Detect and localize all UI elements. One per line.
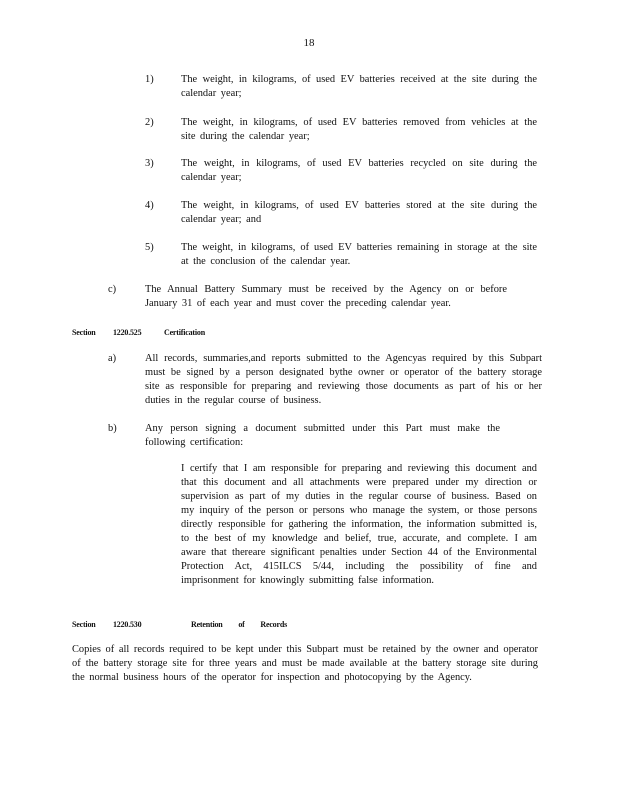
list-item-text: The weight, in kilograms, of used EV batteries stored at the site during the calendar year; and	[181, 200, 537, 225]
list-marker: 4)	[145, 200, 154, 211]
list-item-5	[145, 241, 545, 269]
list-marker: c)	[108, 284, 117, 295]
list-item-text: The Annual Battery Summary must be received by the Agency on or before January 31 of each year and must cover the preceding calendar year.	[145, 284, 507, 309]
list-item-4	[145, 199, 545, 227]
list-marker: 2)	[145, 117, 154, 128]
section-number: 1220.530	[113, 620, 142, 629]
section-label: Section	[72, 328, 96, 337]
list-item-text: Any person signing a document submitted under this Part must make the following certification:	[145, 423, 500, 448]
list-item-text: The weight, in kilograms, of used EV batteries removed from vehicles at the site during the calendar year;	[181, 117, 537, 142]
list-item-text: The weight, in kilograms, of used EV batteries remaining in storage at the site at the conclusion of the calendar year.	[181, 242, 537, 267]
list-marker: 5)	[145, 242, 154, 253]
page-number: 18	[303, 37, 315, 49]
section-title: Certification	[164, 328, 205, 337]
list-item-2	[145, 116, 545, 144]
retention-paragraph: Copies of all records required to be kept under this Subpart must be retained by the owner and operator of the battery storage site for three years and must be made available at the battery storage site during the normal business hours of the operator for inspection and photocopying by the Agency.	[72, 644, 538, 683]
list-item-3	[145, 157, 545, 185]
section-heading-530	[72, 618, 292, 630]
list-marker: b)	[108, 423, 117, 434]
section-heading-525	[72, 326, 272, 338]
list-item-a	[108, 352, 548, 408]
certification-statement: I certify that I am responsible for preparing and reviewing this document and that this document and all attachments were prepared under my direction or supervision as part of my duties in the regular course of business. Based on my inquiry of the person or persons who manage the system, or those persons directly responsible for gathering the information, the information submitted is, to the best of my knowledge and belief, true, accurate, and complete. I am aware that thereare significant penalties under Section 44 of the Environmental Protection Act, 415ILCS 5/44, including the possibility of fine and imprisonment for knowingly submitting false information.	[181, 463, 537, 586]
list-marker: a)	[108, 353, 117, 364]
section-label: Section	[72, 620, 96, 629]
list-item-text: The weight, in kilograms, of used EV batteries recycled on site during the calendar year;	[181, 158, 537, 183]
list-item-text: All records, summaries,and reports submitted to the Agencyas required by this Subpart must be signed by a person designated bythe owner or operator of the battery storage site as responsible for preparing and reviewing those documents as part of his or her duties in the regular course of business.	[145, 353, 542, 406]
section-number: 1220.525	[113, 328, 142, 337]
list-item-b	[108, 422, 548, 450]
list-item-text: The weight, in kilograms, of used EV batteries received at the site during the calendar year;	[181, 74, 537, 99]
list-item-1	[145, 73, 545, 101]
section-title: Retention of Records	[191, 620, 287, 629]
list-marker: 1)	[145, 74, 154, 85]
list-item-c	[108, 283, 548, 311]
list-marker: 3)	[145, 158, 154, 169]
